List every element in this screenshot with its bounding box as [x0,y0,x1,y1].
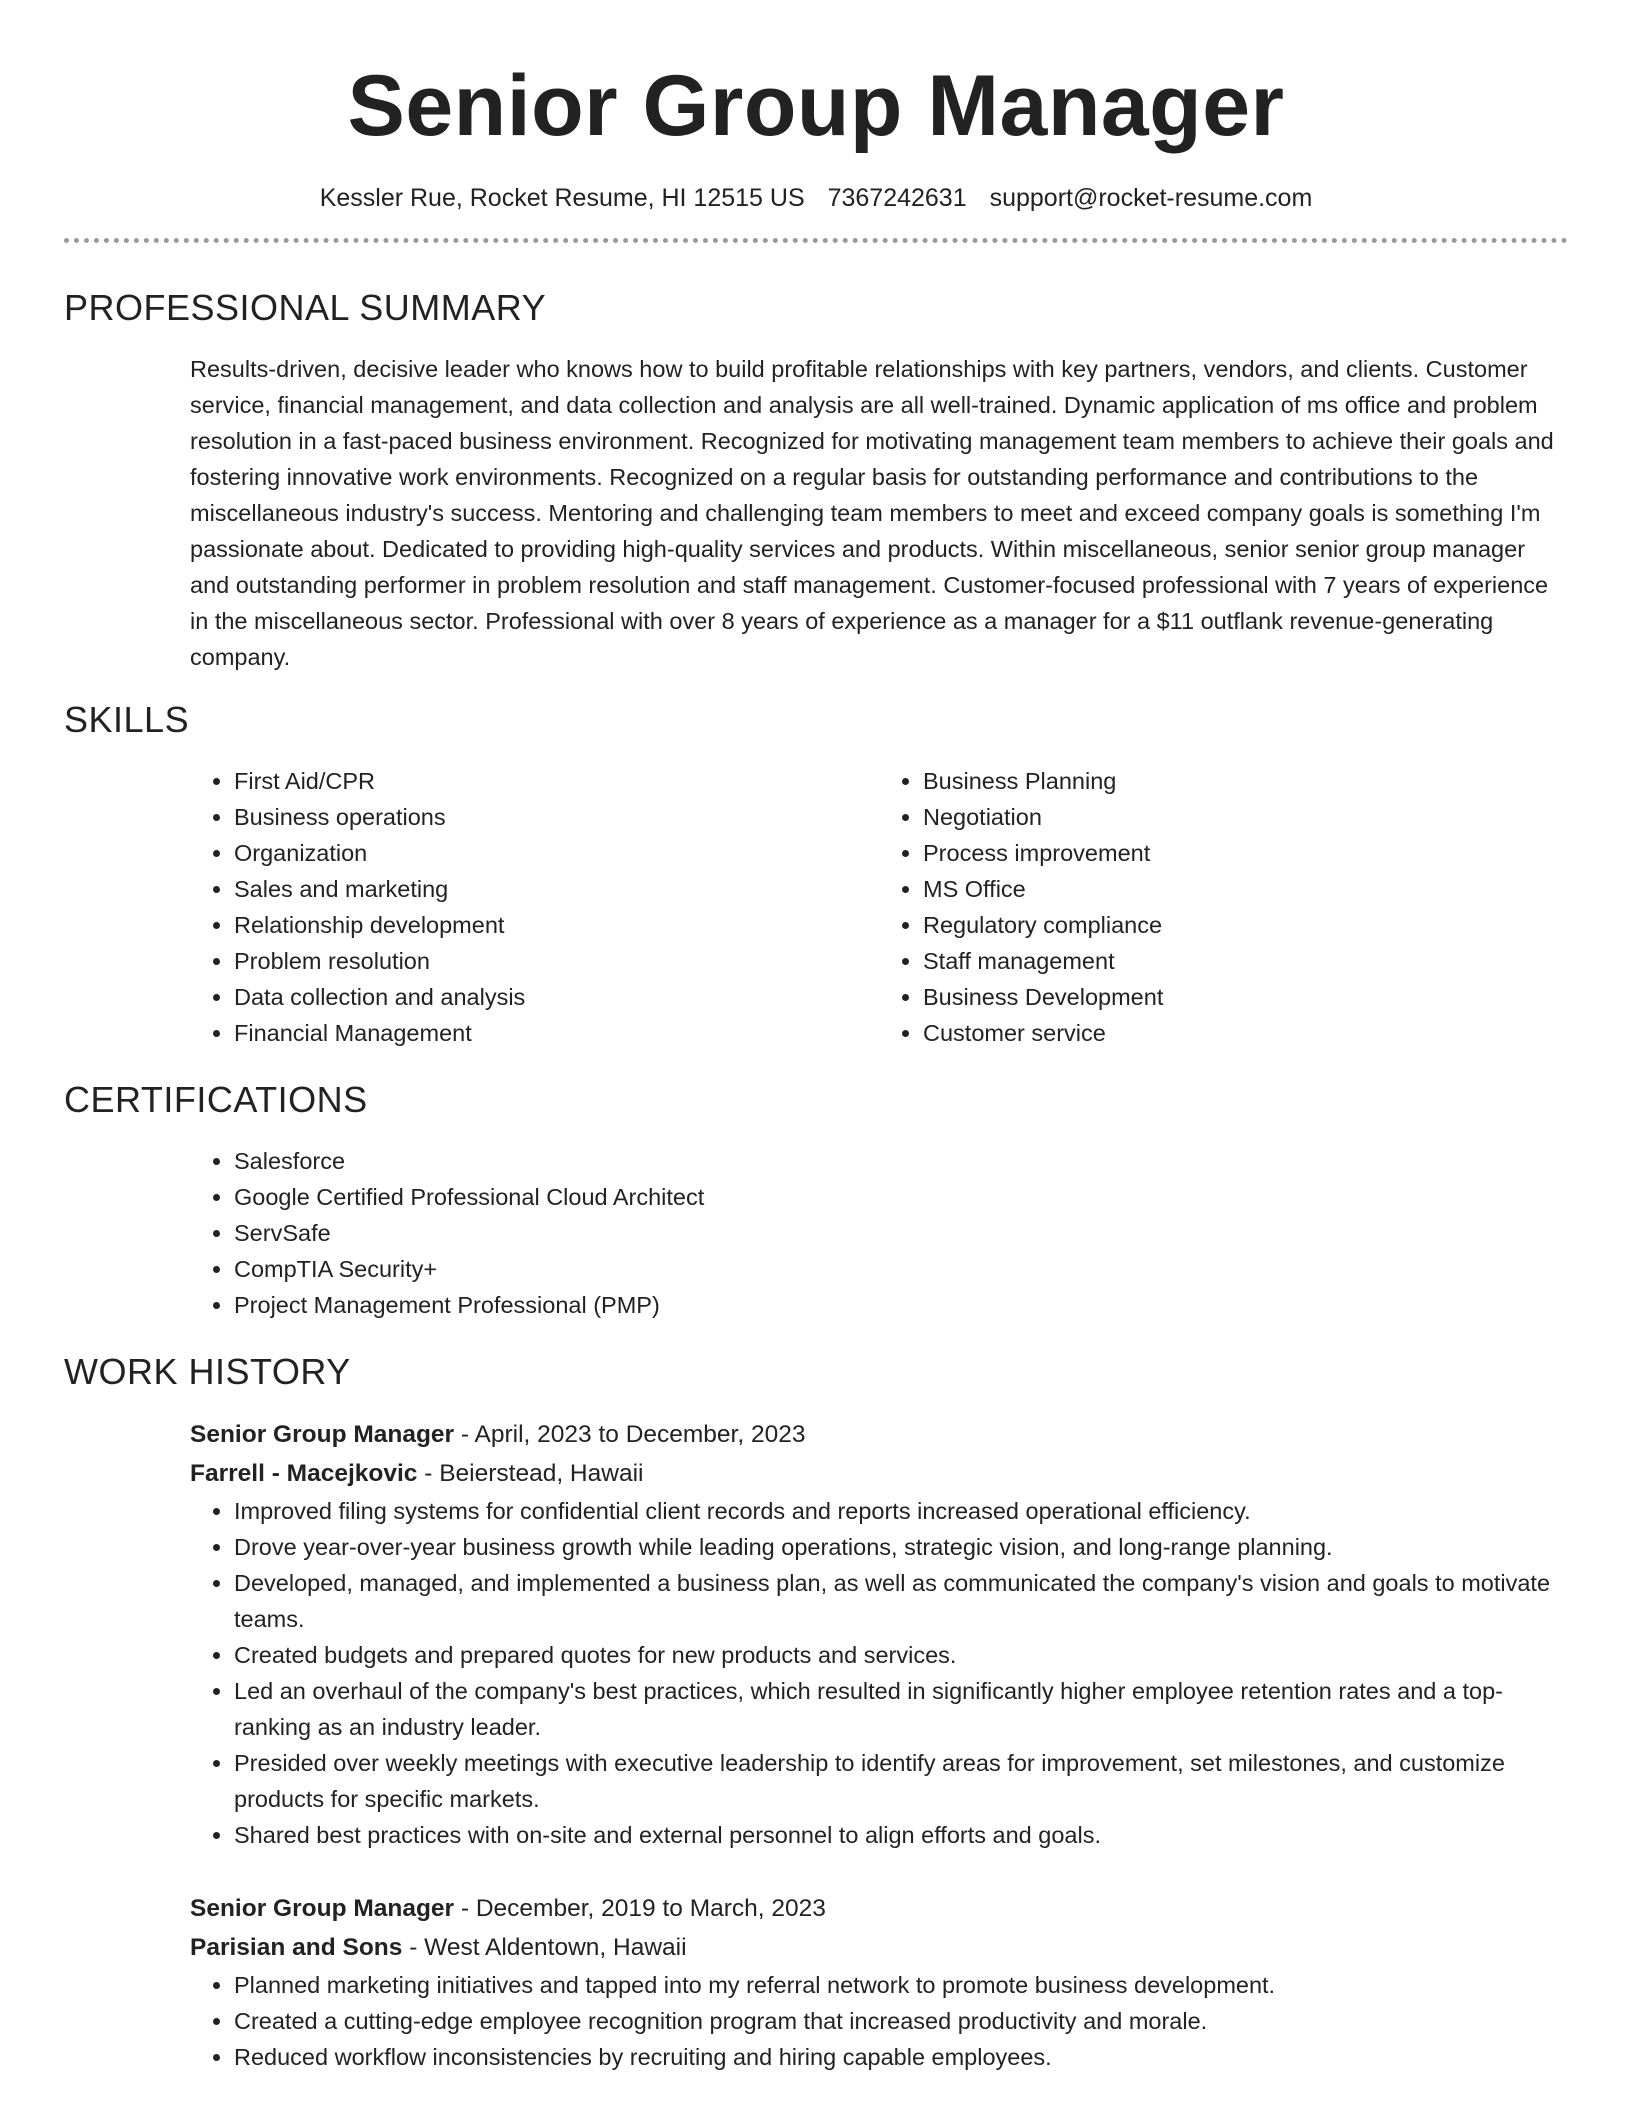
summary-section [64,287,1568,675]
certifications-section [64,1079,1568,1323]
job-company-line [190,1454,1568,1493]
certifications-list [190,1143,1568,1323]
header-divider [64,238,1568,243]
skill-item: • Data collection and analysis [234,979,879,1015]
job-bullet: • Planned marketing initiatives and tapped into my referral network to promote business development. [234,1967,1568,2003]
job-bullet: • Led an overhaul of the company's best practices, which resulted in significantly higher employee retention rates and a top-ranking as an industry leader. [234,1673,1568,1745]
certifications-wrap [190,1143,1568,1323]
job-entry [190,1889,1568,2075]
resume-header [64,0,1568,243]
skills-columns [190,763,1568,1051]
certification-item: • ServSafe [234,1215,1568,1251]
contact-email: support@rocket-resume.com [989,184,1313,212]
skill-item: • MS Office [923,871,1568,907]
certification-item: • Salesforce [234,1143,1568,1179]
skill-item: • Relationship development [234,907,879,943]
job-dates: - April, 2023 to December, 2023 [454,1421,806,1448]
job-bullet: • Created a cutting-edge employee recognition program that increased productivity and morale. [234,2003,1568,2039]
work-history-heading: WORK HISTORY [64,1351,351,1392]
job-location: - Beierstead, Hawaii [417,1460,644,1487]
work-history-section [64,1351,1568,2075]
skill-item: • Staff management [923,943,1568,979]
summary-heading: PROFESSIONAL SUMMARY [64,287,547,328]
job-bullet: • Reduced workflow inconsistencies by recruiting and hiring capable employees. [234,2039,1568,2075]
job-bullet: • Presided over weekly meetings with executive leadership to identify areas for improvement, set milestones, and customize products for specific markets. [234,1745,1568,1817]
job-bullet-list [190,1967,1568,2075]
job-bullet-list [190,1493,1568,1853]
job-bullet: • Created budgets and prepared quotes for new products and services. [234,1637,1568,1673]
summary-text: Results-driven, decisive leader who knows how to build profitable relationships with key partners, vendors, and clients. Customer service, financial management, and data collection and analysis are all well-trained. Dynamic application of ms office and problem resolution in a fast-paced business environment. Recognized for motivating management team members to achieve their goals and fostering innovative work environments. Recognized on a regular basis for outstanding performance and contributions to the miscellaneous industry's success. Mentoring and challenging team members to meet and exceed company goals is something I'm passionate about. Dedicated to providing high-quality services and products. Within miscellaneous, senior senior group manager and outstanding performer in problem resolution and staff management. Customer-focused professional with 7 years of experience in the miscellaneous sector. Professional with over 8 years of experience as a manager for a $11 outflank revenue-generating company. [190,356,1554,670]
job-role: Senior Group Manager [190,1421,455,1448]
skill-item: • Negotiation [923,799,1568,835]
skills-list-left [190,763,879,1051]
skill-item: • Organization [234,835,879,871]
job-title-line [190,1889,1568,1928]
skill-item: • Business operations [234,799,879,835]
certification-item: • Google Certified Professional Cloud Architect [234,1179,1568,1215]
page-title: Senior Group Manager [347,58,1285,154]
job-company-line [190,1928,1568,1967]
job-company: Parisian and Sons [190,1934,403,1961]
contact-address: Kessler Rue, Rocket Resume, HI 12515 US [319,184,805,212]
skill-item: • Business Development [923,979,1568,1015]
skill-item: • Problem resolution [234,943,879,979]
skills-heading: SKILLS [64,699,190,740]
job-location: - West Aldentown, Hawaii [402,1934,687,1961]
job-bullet: • Shared best practices with on-site and external personnel to align efforts and goals. [234,1817,1568,1853]
skill-item: • First Aid/CPR [234,763,879,799]
skill-item: • Process improvement [923,835,1568,871]
certifications-heading: CERTIFICATIONS [64,1079,368,1120]
skill-item: • Business Planning [923,763,1568,799]
job-bullet: • Improved filing systems for confidential client records and reports increased operational efficiency. [234,1493,1568,1529]
skill-item: • Regulatory compliance [923,907,1568,943]
certification-item: • Project Management Professional (PMP) [234,1287,1568,1323]
skills-list-right [879,763,1568,1051]
skill-item: • Sales and marketing [234,871,879,907]
skills-section [64,699,1568,1051]
job-bullet: • Drove year-over-year business growth while leading operations, strategic vision, and long-range planning. [234,1529,1568,1565]
contact-phone: 7367242631 [827,184,967,212]
job-role: Senior Group Manager [190,1895,455,1922]
contact-line [64,182,1568,214]
job-dates: - December, 2019 to March, 2023 [454,1895,826,1922]
certification-item: • CompTIA Security+ [234,1251,1568,1287]
skill-item: • Customer service [923,1015,1568,1051]
job-entry [190,1415,1568,1853]
skill-item: • Financial Management [234,1015,879,1051]
job-title-line [190,1415,1568,1454]
job-company: Farrell - Macejkovic [190,1460,418,1487]
job-bullet: • Developed, managed, and implemented a business plan, as well as communicated the company's vision and goals to motivate teams. [234,1565,1568,1637]
